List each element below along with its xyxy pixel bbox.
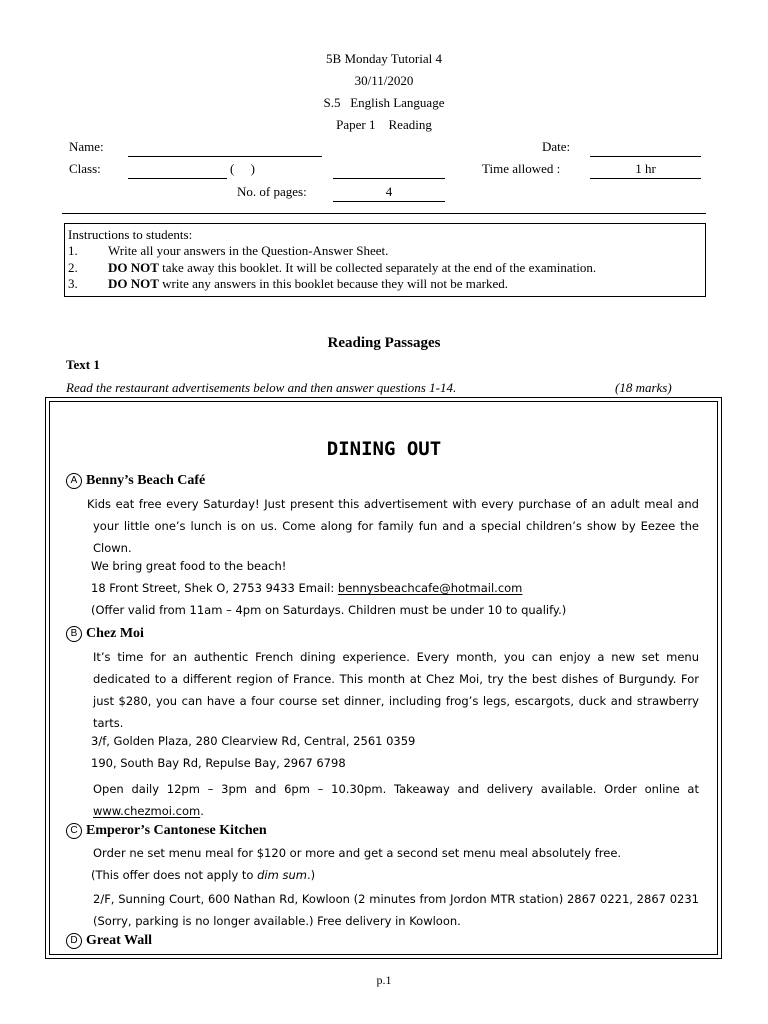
restaurant-d-heading [66, 932, 152, 949]
restaurant-a-note: (Offer valid from 11am – 4pm on Saturdays. Children must be under 10 to qualify.) [91, 603, 567, 617]
restaurant-c-note: (This offer does not apply to dim sum.) [91, 868, 316, 882]
ad-title: DINING OUT [326, 438, 442, 460]
restaurant-a-email-link[interactable]: bennysbeachcafe@hotmail.com [337, 581, 523, 595]
pages-field-line [333, 201, 445, 202]
instruction-1: Write all your answers in the Question-Answer Sheet. [108, 243, 389, 258]
restaurant-d-name: Great Wall [86, 933, 152, 948]
text-marks: (18 marks) [615, 380, 672, 395]
class-label: Class: [69, 161, 101, 176]
class-number: ( ) [230, 161, 255, 176]
restaurant-a-name: Benny’s Beach Café [86, 473, 206, 488]
letter-d-badge: D [66, 933, 82, 949]
class-extra-line [333, 178, 445, 179]
pages-value: 4 [385, 184, 393, 199]
exam-date: 30/11/2020 [354, 73, 414, 88]
instruction-2: DO NOT take away this booklet. It will be collected separately at the end of the examination. [108, 260, 597, 275]
restaurant-b-website-link[interactable]: www.chezmoi.com [93, 804, 201, 818]
instruction-3-num: 3. [68, 276, 78, 291]
date-field-line[interactable] [590, 156, 701, 157]
instructions-title: Instructions to students: [68, 227, 193, 242]
instructions-box [64, 223, 706, 297]
restaurant-b-heading [66, 625, 144, 642]
restaurant-c-heading [66, 822, 267, 839]
pages-label: No. of pages: [237, 184, 307, 199]
restaurant-b-desc: It’s time for an authentic French dining experience. Every month, you can enjoy a new set menu dedicated to a different region of France. This month at Chez Moi, try the best dishes of Burgundy. For just $280, you can have a four course set dinner, including frog’s legs, escargots, duck and strawberry tarts. [93, 650, 699, 730]
restaurant-a-desc: Kids eat free every Saturday! Just present this advertisement with every purchase of an adult meal and your little one’s lunch is on us. Come along for family fun and a special children’s show by Eezee the Clown. [87, 497, 699, 555]
restaurant-a-tagline: We bring great food to the beach! [91, 559, 287, 573]
letter-c-badge: C [66, 823, 82, 839]
name-field-line[interactable] [128, 156, 322, 157]
name-label: Name: [69, 139, 104, 154]
restaurant-b-name: Chez Moi [86, 626, 144, 641]
restaurant-c-desc: Order ne set menu meal for $120 or more and get a second set menu meal absolutely free. [93, 846, 622, 860]
restaurant-b-address-1: 3/f, Golden Plaza, 280 Clearview Rd, Central, 2561 0359 [91, 734, 416, 748]
instruction-3: DO NOT write any answers in this booklet because they will not be marked. [108, 276, 509, 291]
restaurant-b-hours: Open daily 12pm – 3pm and 6pm – 10.30pm. Takeaway and delivery available. Order online at www.chezmoi.com. [93, 782, 699, 818]
instruction-1-num: 1. [68, 243, 78, 258]
class-field-line[interactable] [128, 178, 227, 179]
restaurant-b-address-2: 190, South Bay Rd, Repulse Bay, 2967 6798 [91, 756, 346, 770]
subject: S.5 English Language [323, 95, 445, 110]
time-allowed-value: 1 hr [635, 161, 656, 176]
restaurant-c-name: Emperor’s Cantonese Kitchen [86, 823, 267, 838]
paper-name: Paper 1 Reading [336, 117, 432, 132]
text-instruction: Read the restaurant advertisements below and then answer questions 1-14. [66, 380, 457, 395]
header-divider [62, 213, 706, 214]
time-field-line [590, 178, 701, 179]
restaurant-a-address: 18 Front Street, Shek O, 2753 9433 Email: bennysbeachcafe@hotmail.com [91, 581, 523, 595]
letter-a-badge: A [66, 473, 82, 489]
restaurant-a-heading [66, 472, 205, 489]
date-label: Date: [542, 139, 571, 154]
letter-b-badge: B [66, 626, 82, 642]
section-title: Reading Passages [327, 335, 441, 351]
tutorial-title: 5B Monday Tutorial 4 [326, 51, 442, 66]
restaurant-c-address: 2/F, Sunning Court, 600 Nathan Rd, Kowloon (2 minutes from Jordon MTR station) 2867 0221, 2867 0231 (Sorry, parking is no longer available.) Free delivery in Kowloon. [93, 892, 699, 928]
instruction-2-num: 2. [68, 260, 78, 275]
text-label: Text 1 [66, 357, 100, 372]
time-allowed-label: Time allowed : [482, 161, 561, 176]
page-number: p.1 [376, 973, 392, 987]
